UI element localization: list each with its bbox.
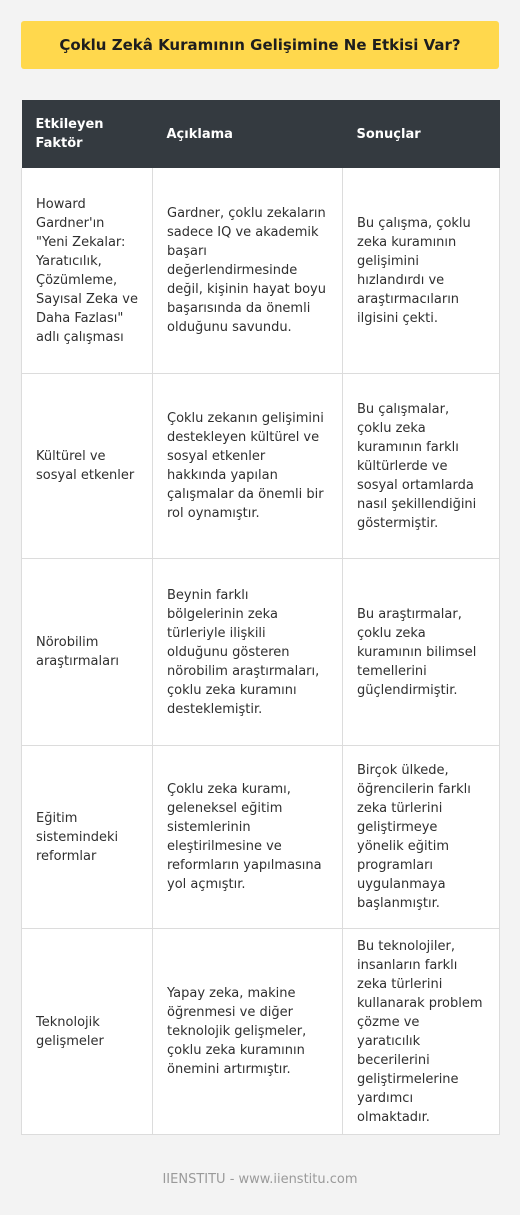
cell-description: Gardner, çoklu zekaların sadece IQ ve akademik başarı değerlendirmesinde değil, kişinin hayat boyu başarısında da önemli olduğunu savundu.	[153, 168, 343, 374]
factors-table	[21, 100, 500, 1135]
header-factor: Etkileyen Faktör	[22, 100, 153, 168]
header-results: Sonuçlar	[343, 100, 500, 168]
title-banner	[21, 21, 499, 69]
footer-credit: IIENSTITU - www.iienstitu.com	[162, 1172, 358, 1187]
table-row	[22, 559, 500, 746]
cell-result: Birçok ülkede, öğrencilerin farklı zeka türlerini geliştirmeye yönelik eğitim programları uygulanmaya başlanmıştır.	[343, 746, 500, 929]
cell-result: Bu çalışma, çoklu zeka kuramının gelişimini hızlandırdı ve araştırmacıların ilgisini çekti.	[343, 168, 500, 374]
page-title: Çoklu Zekâ Kuramının Gelişimine Ne Etkisi Var?	[59, 36, 461, 54]
cell-result: Bu çalışmalar, çoklu zeka kuramının farklı kültürlerde ve sosyal ortamlarda nasıl şekillendiğini göstermiştir.	[343, 374, 500, 559]
cell-factor: Kültürel ve sosyal etkenler	[22, 374, 153, 559]
header-description: Açıklama	[153, 100, 343, 168]
table-row	[22, 374, 500, 559]
table-row	[22, 929, 500, 1135]
table-row	[22, 168, 500, 374]
cell-result: Bu araştırmalar, çoklu zeka kuramının bilimsel temellerini güçlendirmiştir.	[343, 559, 500, 746]
cell-factor: Howard Gardner'ın "Yeni Zekalar: Yaratıcılık, Çözümleme, Sayısal Zeka ve Daha Fazlası" adlı çalışması	[22, 168, 153, 374]
cell-result: Bu teknolojiler, insanların farklı zeka türlerini kullanarak problem çözme ve yaratıcılık becerilerini geliştirmelerine yardımcı olmaktadır.	[343, 929, 500, 1135]
cell-description: Yapay zeka, makine öğrenmesi ve diğer teknolojik gelişmeler, çoklu zeka kuramının önemini artırmıştır.	[153, 929, 343, 1135]
table-row	[22, 746, 500, 929]
cell-factor: Nörobilim araştırmaları	[22, 559, 153, 746]
cell-factor: Teknolojik gelişmeler	[22, 929, 153, 1135]
cell-description: Beynin farklı bölgelerinin zeka türleriyle ilişkili olduğunu gösteren nörobilim araştırmaları, çoklu zeka kuramını desteklemiştir.	[153, 559, 343, 746]
cell-description: Çoklu zeka kuramı, geleneksel eğitim sistemlerinin eleştirilmesine ve reformların yapılmasına yol açmıştır.	[153, 746, 343, 929]
table-header-row	[22, 100, 500, 168]
cell-description: Çoklu zekanın gelişimini destekleyen kültürel ve sosyal etkenler hakkında yapılan çalışmalar da önemli bir rol oynamıştır.	[153, 374, 343, 559]
cell-factor: Eğitim sistemindeki reformlar	[22, 746, 153, 929]
